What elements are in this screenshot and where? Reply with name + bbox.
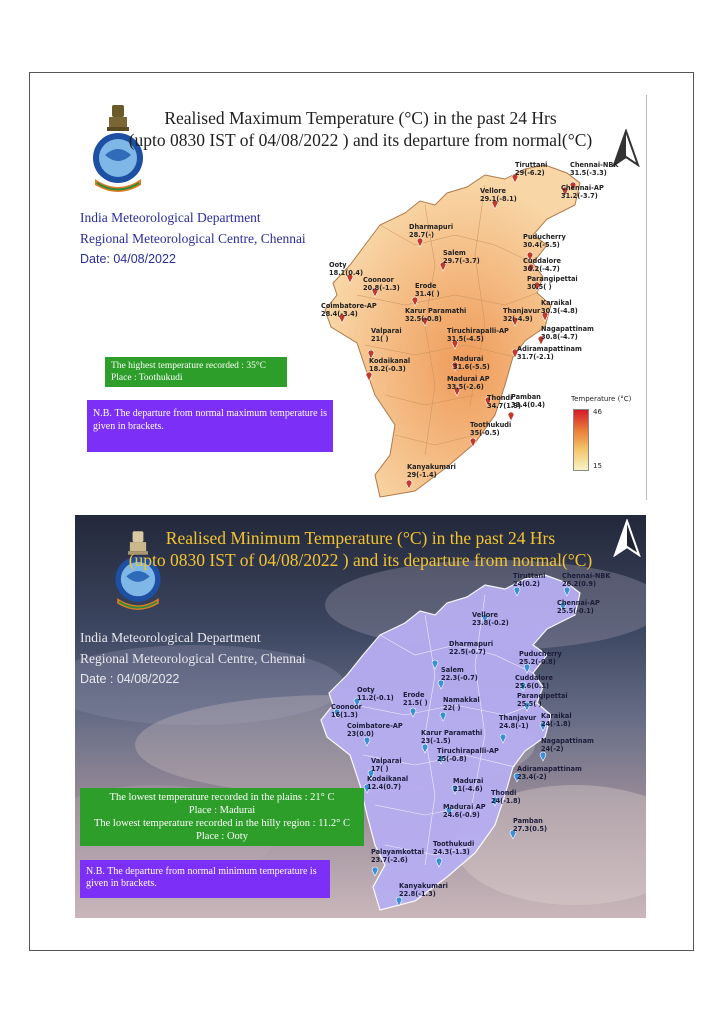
station-name: Pamban — [513, 817, 543, 825]
station-name: Palayamkottai — [371, 848, 424, 856]
station-name: Toothukudi — [470, 421, 512, 429]
tamil-nadu-min-map — [75, 515, 646, 918]
org-name: India Meteorological Department — [80, 630, 261, 645]
station-name: Valparai — [371, 757, 402, 765]
station-value: 25.2(-0.8) — [519, 658, 556, 666]
station-name: Chennai-AP — [557, 599, 600, 607]
station-name: Dharmapuri — [449, 640, 494, 648]
station-pamban — [508, 393, 545, 421]
station-name: Cuddalore — [523, 257, 561, 265]
station-name: Vellore — [472, 611, 498, 619]
station-value: 29.1(-8.1) — [480, 195, 517, 203]
station-name: Karaikal — [541, 299, 572, 307]
station-nagapattinam — [540, 737, 594, 761]
station-name: Coimbatore-AP — [347, 722, 403, 730]
legend-min-value: 15 — [593, 462, 602, 470]
station-value: 30.2(-4.7) — [523, 265, 560, 273]
station-thondi — [491, 789, 521, 806]
min-title-line2: (upto 0830 IST of 04/08/2022 ) and its departure from normal(°C) — [128, 550, 593, 570]
station-name: Kodaikanal — [369, 357, 411, 365]
station-value: 23.8(-0.2) — [472, 619, 509, 627]
station-toothukudi — [470, 421, 511, 447]
station-value: 24.8(-1) — [499, 722, 529, 730]
station-name: Adiramapattinam — [517, 765, 582, 773]
station-name: Tiruchirapalli-AP — [437, 747, 499, 755]
station-value: 11.2(-0.1) — [357, 694, 394, 702]
station-name: Adiramapattinam — [517, 345, 582, 353]
station-name: Nagapattinam — [541, 325, 594, 333]
station-value: 29(-6.2) — [515, 169, 545, 177]
station-marker-icon — [540, 752, 546, 761]
station-value: 29(-1.4) — [407, 471, 437, 479]
station-name: Tiruttani — [515, 161, 548, 169]
station-value: 31.7(-2.1) — [517, 353, 554, 361]
station-nagapattinam — [538, 325, 594, 345]
station-value: 23(0.0) — [347, 730, 374, 738]
station-value: 33.4(0.4) — [511, 401, 545, 409]
min-title-line1: Realised Minimum Temperature (°C) in the past 24 Hrs — [165, 528, 556, 548]
station-name: Salem — [443, 249, 466, 257]
station-value: 34.7(1.9) — [487, 402, 521, 410]
station-name: Kanyakumari — [399, 882, 448, 890]
departure-note-text: N.B. The departure from normal minimum temperature is given in brackets. — [86, 866, 317, 889]
station-name: Erode — [403, 691, 425, 699]
station-name: Kodaikanal — [367, 775, 409, 783]
highest-temperature-text: The highest temperature recorded : 35°C — [111, 361, 266, 371]
station-value: 20.8(-1.3) — [363, 284, 400, 292]
report-date: Date: 04/08/2022 — [80, 252, 176, 266]
highest-temperature-box — [105, 357, 287, 387]
station-value: 18.2(-0.3) — [369, 365, 406, 373]
station-name: Parangipettai — [527, 275, 578, 283]
station-name: Toothukudi — [433, 840, 475, 848]
station-value: 31.5(-3.3) — [570, 169, 607, 177]
station-value: 26.2(0.9) — [562, 580, 596, 588]
lowest-hilly-text: The lowest temperature recorded in the hilly region : 11.2° C — [93, 818, 351, 829]
station-value: 17( ) — [371, 765, 389, 773]
station-marker-icon — [508, 412, 514, 421]
station-value: 22.8(-1.3) — [399, 890, 436, 898]
station-value: 24(-1.8) — [491, 797, 521, 805]
station-value: 30.8(-4.7) — [541, 333, 578, 341]
station-value: 27.3(0.5) — [513, 825, 547, 833]
station-pamban — [510, 817, 547, 839]
station-adiramapattinam — [514, 765, 582, 782]
station-name: Madurai AP — [447, 375, 490, 383]
org-centre: Regional Meteorological Centre, Chennai — [80, 651, 306, 666]
min-temperature-panel — [75, 515, 646, 918]
station-name: Ooty — [329, 261, 347, 269]
station-value: 35(-0.5) — [470, 429, 500, 437]
station-name: Salem — [441, 666, 464, 674]
station-name: Namakkal — [443, 696, 480, 704]
station-name: Thanjavur — [503, 307, 541, 315]
station-name: Valparai — [371, 327, 402, 335]
station-karaikal — [541, 299, 578, 321]
station-value: 21.5( ) — [403, 699, 428, 707]
station-cuddalore — [523, 257, 561, 273]
max-title-line1: Realised Maximum Temperature (°C) in the past 24 Hrs — [164, 108, 557, 128]
lowest-temperature-box — [80, 788, 364, 846]
station-value: 32.5(-0.8) — [405, 315, 442, 323]
station-name: Dharmapuri — [409, 223, 454, 231]
station-madurai — [452, 777, 483, 794]
lowest-plains-place: Place : Madurai — [188, 805, 256, 816]
temperature-legend-bar — [573, 409, 589, 471]
station-name: Cuddalore — [515, 674, 553, 682]
departure-note-text: N.B. The departure from normal maximum temperature is given in brackets. — [93, 408, 327, 432]
station-value: 22( ) — [443, 704, 461, 712]
station-value: 22.5(-0.7) — [449, 648, 486, 656]
station-name: Chennai-AP — [561, 184, 604, 192]
station-name: Parangipettai — [517, 692, 568, 700]
max-temperature-panel — [75, 95, 647, 500]
org-name: India Meteorological Department — [80, 210, 261, 225]
station-name: Kanyakumari — [407, 463, 456, 471]
max-title-line2: (upto 0830 IST of 04/08/2022 ) and its departure from normal(°C) — [128, 130, 593, 150]
station-name: Karur Paramathi — [405, 307, 467, 315]
station-name: Tiruchirapalli-AP — [447, 327, 509, 335]
station-name: Puducherry — [519, 650, 562, 658]
station-value: 24.3(-1.3) — [433, 848, 470, 856]
station-value: 24.6(-0.9) — [443, 811, 480, 819]
station-value: 25.5(-0.1) — [557, 607, 594, 615]
station-name: Pamban — [511, 393, 541, 401]
highest-temperature-place: Place : Toothukudi — [111, 373, 183, 383]
station-name: Coonoor — [363, 276, 394, 284]
station-name: Karaikal — [541, 712, 572, 720]
station-name: Thondi — [487, 394, 513, 402]
station-madurai-ap — [443, 803, 486, 819]
station-value: 25(-0.8) — [437, 755, 467, 763]
station-puducherry — [519, 650, 563, 673]
station-value: 12.4(0.7) — [367, 783, 401, 791]
station-name: Madurai — [453, 777, 484, 785]
station-name: Chennai-NBK — [570, 161, 619, 169]
station-value: 31.5(-4.5) — [447, 335, 484, 343]
lowest-plains-text: The lowest temperature recorded in the plains : 21° C — [109, 792, 335, 803]
station-value: 24(-2) — [541, 745, 564, 753]
station-cuddalore — [515, 674, 553, 691]
station-value: 23.7(-2.6) — [371, 856, 408, 864]
station-value: 24(-1.8) — [541, 720, 571, 728]
station-value: 30.5( ) — [527, 283, 552, 291]
station-name: Coonoor — [331, 703, 362, 711]
station-name: Nagapattinam — [541, 737, 594, 745]
lowest-hilly-place: Place : Ooty — [196, 831, 248, 842]
station-value: 23.4(-2) — [517, 773, 547, 781]
departure-note-box — [87, 400, 333, 452]
station-name: Puducherry — [523, 233, 566, 241]
station-value: 24(0.2) — [513, 580, 540, 588]
station-value: 29.7(-3.7) — [443, 257, 480, 265]
station-karaikal — [540, 712, 572, 731]
org-centre: Regional Meteorological Centre, Chennai — [80, 231, 306, 246]
station-value: 28.4(-3.4) — [321, 310, 358, 318]
station-name: Madurai — [453, 355, 484, 363]
station-name: Vellore — [480, 187, 506, 195]
station-value: 30.3(-4.8) — [541, 307, 578, 315]
station-value: 16(1.3) — [331, 711, 358, 719]
station-parangipettai — [527, 275, 578, 291]
station-value: 33.5(-2.6) — [447, 383, 484, 391]
station-value: 31.4( ) — [415, 290, 440, 298]
station-name: Coimbatore-AP — [321, 302, 377, 310]
station-value: 18.1(0.4) — [329, 269, 363, 277]
station-adiramapattinam — [512, 345, 582, 361]
station-value: 22.3(-0.7) — [441, 674, 478, 682]
station-marker-icon — [372, 867, 378, 876]
station-value: 28.7(-) — [409, 231, 435, 239]
station-name: Ooty — [357, 686, 375, 694]
station-value: 23(-1.5) — [421, 737, 451, 745]
station-name: Erode — [415, 282, 437, 290]
station-value: 21(-4.6) — [453, 785, 483, 793]
station-value: 31.2(-3.7) — [561, 192, 598, 200]
departure-note-box — [80, 860, 330, 898]
station-name: Tiruttani — [513, 572, 546, 580]
station-chennai-ap — [561, 184, 604, 200]
station-value: 25.5( ) — [517, 700, 542, 708]
station-value: 21( ) — [371, 335, 389, 343]
report-date: Date : 04/08/2022 — [80, 672, 180, 686]
station-name: Thondi — [491, 789, 517, 797]
station-name: Chennai-NBK — [562, 572, 611, 580]
station-value: 32(-4.9) — [503, 315, 533, 323]
legend-title: Temperature (°C) — [571, 395, 632, 403]
station-value: 25.6(0.1) — [515, 682, 549, 690]
station-value: 30.4(-5.5) — [523, 241, 560, 249]
station-name: Thanjavur — [499, 714, 537, 722]
station-name: Madurai AP — [443, 803, 486, 811]
station-value: 31.6(-5.5) — [453, 363, 490, 371]
legend-max-value: 46 — [593, 408, 602, 416]
station-chennai-ap — [557, 599, 600, 615]
station-name: Karur Paramathi — [421, 729, 483, 737]
